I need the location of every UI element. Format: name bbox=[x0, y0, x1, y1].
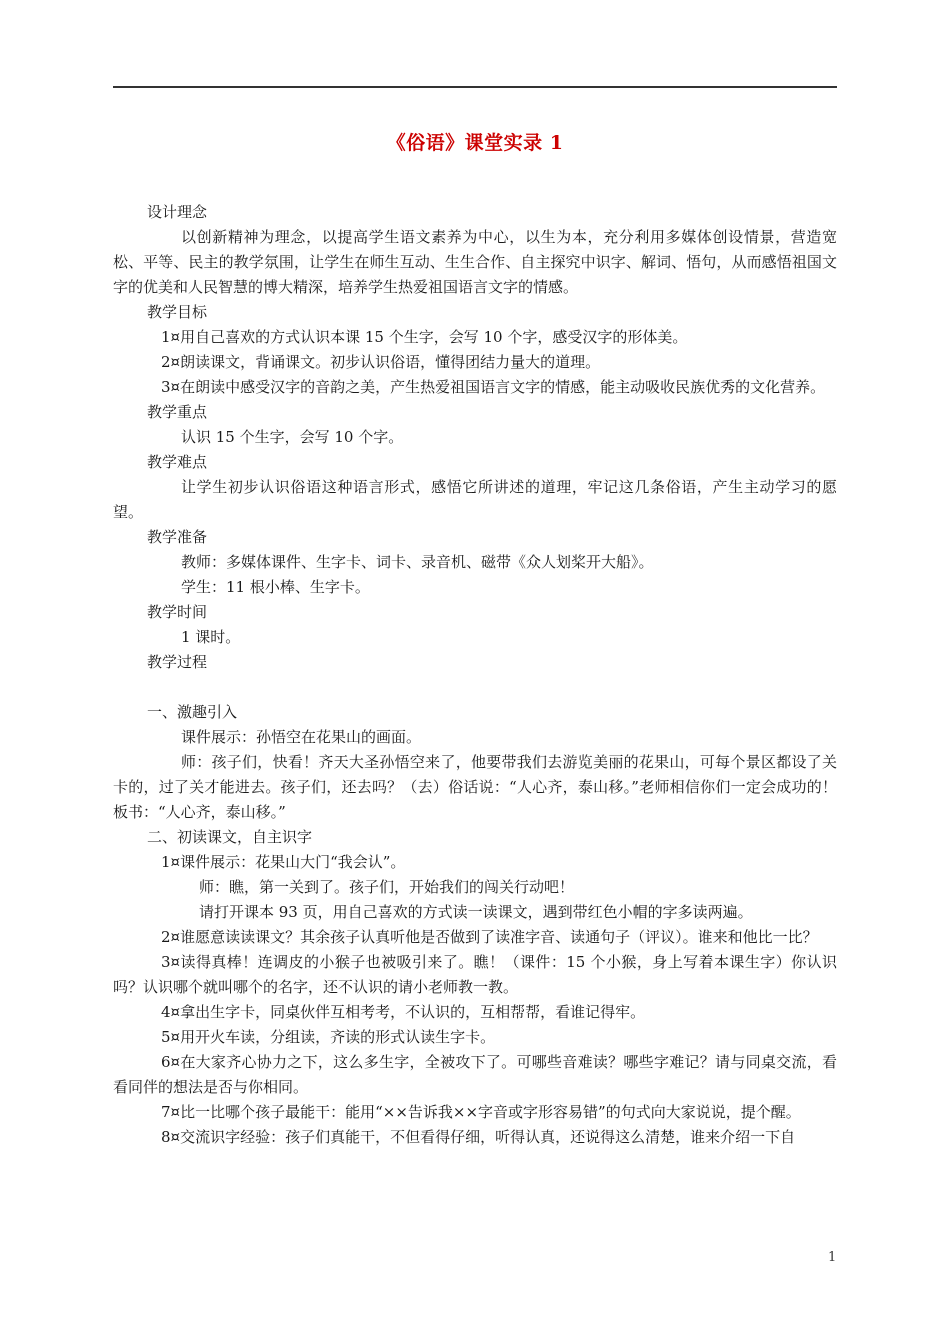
preparation-student: 学生：11 根小棒、生字卡。 bbox=[181, 578, 370, 596]
page-number: 1 bbox=[828, 1250, 837, 1265]
preparation-teacher: 教师：多媒体课件、生字卡、词卡、录音机、磁带《众人划桨开大船》。 bbox=[181, 553, 654, 571]
goal-item-2: 2¤朗读课文，背诵课文。初步认识俗语，懂得团结力量大的道理。 bbox=[161, 353, 601, 371]
section-2-item-3: 3¤读得真棒！连调皮的小猴子也被吸引来了。瞧！（课件：15 个小猴，身上写着本课生字）你认识吗？认识哪个就叫哪个的名字，还不认识的请小老师教一教。 bbox=[113, 953, 837, 996]
section-2-heading: 二、初读课文，自主识字 bbox=[147, 828, 313, 846]
section-2-item-1: 1¤课件展示：花果山大门“我会认”。 bbox=[161, 853, 406, 871]
section-2-item-1-instruction: 请打开课本 93 页，用自己喜欢的方式读一读课文，遇到带红色小帽的字多读两遍。 bbox=[199, 903, 753, 921]
section-1-courseware: 课件展示：孙悟空在花果山的画面。 bbox=[181, 728, 422, 746]
section-2-item-4: 4¤拿出生字卡，同桌伙伴互相考考，不认识的，互相帮帮，看谁记得牢。 bbox=[161, 1003, 646, 1021]
heading-key-points: 教学重点 bbox=[147, 403, 208, 421]
section-2-item-6: 6¤在大家齐心协力之下，这么多生字，全被攻下了。可哪些音难读？哪些字难记？请与同桌交流，看看同伴的想法是否与你相同。 bbox=[113, 1053, 837, 1096]
paragraph-difficulties: 让学生初步认识俗语这种语言形式，感悟它所讲述的道理，牢记这几条俗语，产生主动学习的愿望。 bbox=[113, 478, 837, 521]
section-2-item-7: 7¤比一比哪个孩子最能干：能用“××告诉我××字音或字形容易错”的句式向大家说说，提个醒。 bbox=[161, 1103, 801, 1121]
heading-process: 教学过程 bbox=[147, 653, 208, 671]
section-1-heading: 一、激趣引入 bbox=[147, 703, 238, 721]
section-2-item-5: 5¤用开火车读，分组读，齐读的形式认读生字卡。 bbox=[161, 1028, 496, 1046]
heading-difficulties: 教学难点 bbox=[147, 453, 208, 471]
section-2-item-8: 8¤交流识字经验：孩子们真能干，不但看得仔细，听得认真，还说得这么清楚，谁来介绍一下自 bbox=[161, 1128, 796, 1146]
header-rule bbox=[113, 86, 837, 88]
heading-goals: 教学目标 bbox=[147, 303, 208, 321]
section-2-item-2: 2¤谁愿意读读课文？其余孩子认真听他是否做到了读准字音、读通句子（评议）。谁来和他比一比？ bbox=[161, 928, 818, 946]
paragraph-key-points: 认识 15 个生字，会写 10 个字。 bbox=[181, 428, 404, 446]
paragraph-design: 以创新精神为理念，以提高学生语文素养为中心，以生为本，充分利用多媒体创设情景，营造宽松、平等、民主的教学氛围，让学生在师生互动、生生合作、自主探究中识字、解词、悟句，从而感悟祖国文字的优美和人民智慧的博大精深，培养学生热爱祖国语言文字的情感。 bbox=[113, 228, 837, 296]
paragraph-time: 1 课时。 bbox=[181, 628, 241, 646]
goal-item-1: 1¤用自己喜欢的方式认识本课 15 个生字，会写 10 个字，感受汉字的形体美。 bbox=[161, 328, 688, 346]
document-body bbox=[113, 200, 837, 1150]
heading-time: 教学时间 bbox=[147, 603, 208, 621]
heading-preparation: 教学准备 bbox=[147, 528, 208, 546]
section-1-teacher-talk: 师：孩子们，快看！齐天大圣孙悟空来了，他要带我们去游览美丽的花果山，可每个景区都设了关卡的，过了关才能进去。孩子们，还去吗？（去）俗话说：“人心齐，泰山移。”老师相信你们一定会成功的！板书：“人心齐，泰山移。” bbox=[113, 753, 837, 821]
document-title: 《俗语》课堂实录 1 bbox=[386, 132, 564, 154]
goal-item-3: 3¤在朗读中感受汉字的音韵之美，产生热爱祖国语言文字的情感，能主动吸收民族优秀的文化营养。 bbox=[161, 378, 826, 396]
section-2-item-1-teacher: 师：瞧，第一关到了。孩子们，开始我们的闯关行动吧！ bbox=[199, 878, 575, 896]
heading-design: 设计理念 bbox=[147, 203, 208, 221]
